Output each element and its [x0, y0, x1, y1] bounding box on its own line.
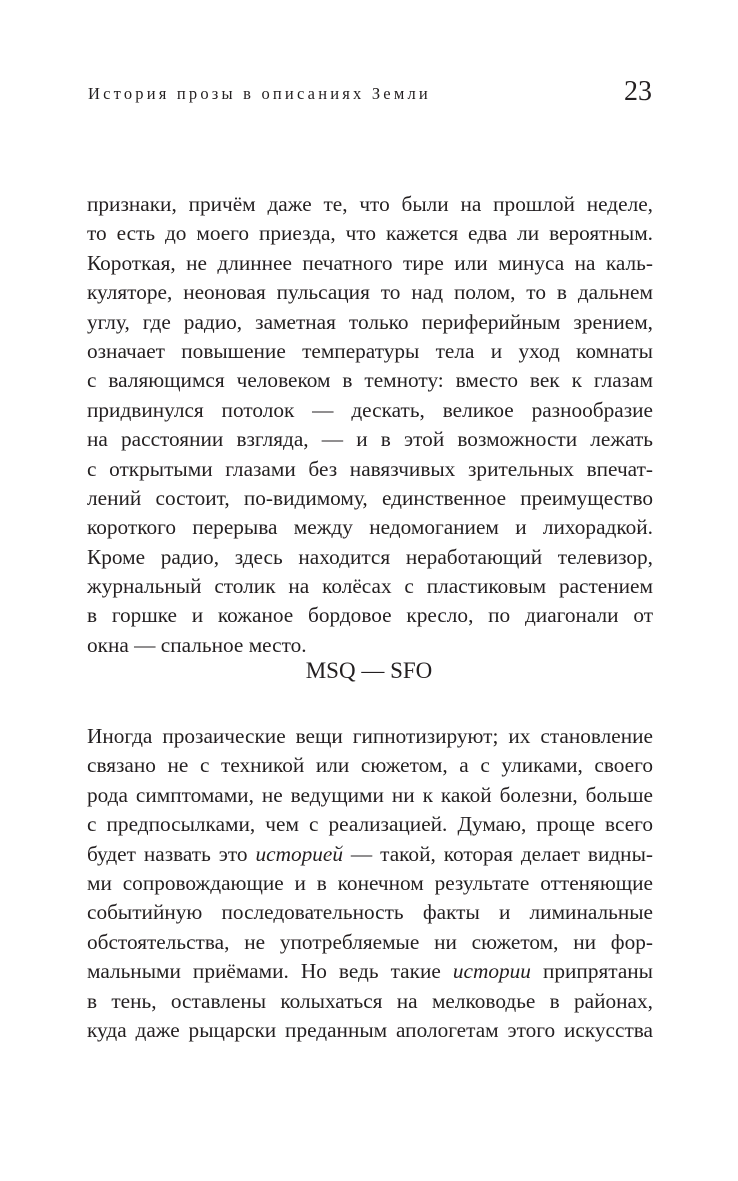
text-line: [87, 455, 653, 484]
text-segment: событийную последовательность факты и лиминальные: [87, 900, 653, 925]
italic-text: историей: [255, 841, 343, 866]
text-segment: короткого перерыва между недомоганием и лихорадкой.: [87, 515, 653, 540]
text-segment: обстоятельства, не употребляемые ни сюжетом, ни фор-: [87, 929, 653, 954]
text-line: [87, 751, 653, 780]
text-line: [87, 601, 653, 630]
text-line: [87, 484, 653, 513]
text-line: [87, 425, 653, 454]
text-line: [87, 810, 653, 839]
text-line: [87, 219, 653, 248]
text-segment: придвинулся потолок — дескать, великое разнообразие: [87, 397, 653, 422]
text-segment: ми сопровождающие и в конечном результате оттеняющие: [87, 870, 653, 895]
text-line: [87, 928, 653, 957]
text-segment: окна — спальное место.: [87, 632, 307, 657]
page-number: 23: [624, 76, 652, 107]
text-line: [87, 781, 653, 810]
text-segment: припрятаны: [530, 959, 653, 984]
text-line: [87, 1016, 653, 1045]
text-line: [87, 190, 653, 219]
text-segment: Иногда прозаические вещи гипнотизируют; их становление: [87, 724, 653, 748]
text-line: [87, 572, 653, 601]
text-segment: будет назвать это: [87, 841, 256, 866]
text-segment: в горшке и кожаное бордовое кресло, по диагонали от: [87, 603, 653, 628]
text-segment: рода симптомами, не ведущими ни к какой болезни, больше: [87, 782, 653, 807]
paragraph: [87, 722, 653, 1045]
text-line: [87, 249, 653, 278]
text-segment: журнальный столик на колёсах с пластиковым растением: [87, 574, 653, 599]
text-line: [87, 987, 653, 1016]
text-segment: в тень, оставлены колыхаться на мелководье в районах,: [87, 988, 653, 1013]
text-segment: связано не с техникой или сюжетом, а с уликами, своего: [87, 753, 653, 778]
text-segment: куда даже рыцарски преданным апологетам этого искусства: [87, 1017, 653, 1042]
text-line: [87, 869, 653, 898]
text-line: [87, 543, 653, 572]
text-segment: то есть до моего приезда, что кажется едва ли вероятным.: [87, 221, 653, 246]
text-segment: Короткая, не длиннее печатного тире или минуса на каль-: [87, 250, 653, 275]
text-segment: мальными приёмами. Но ведь такие: [87, 959, 453, 984]
text-line: [87, 513, 653, 542]
text-line: [87, 957, 653, 986]
text-segment: признаки, причём даже те, что были на прошлой неделе,: [87, 192, 653, 216]
text-line: [87, 366, 653, 395]
text-line: [87, 396, 653, 425]
text-segment: с открытыми глазами без навязчивых зрительных впечат-: [87, 456, 653, 481]
paragraph: [87, 190, 653, 660]
text-segment: означает повышение температуры тела и уход комнаты: [87, 338, 653, 363]
text-line: [87, 840, 653, 869]
text-line: [87, 337, 653, 366]
text-line: [87, 278, 653, 307]
section-heading: MSQ — SFO: [305, 658, 433, 683]
italic-text: истории: [452, 959, 531, 984]
text-line: [87, 722, 653, 751]
running-head: История прозы в описаниях Земли: [88, 84, 431, 103]
text-segment: лений состоит, по-видимому, единственное преимущество: [87, 485, 653, 510]
text-segment: куляторе, неоновая пульсация то над полом, то в дальнем: [87, 280, 653, 305]
text-line: [87, 631, 653, 660]
text-line: [87, 308, 653, 337]
text-segment: на расстоянии взгляда, — и в этой возможности лежать: [87, 427, 653, 452]
text-segment: Кроме радио, здесь находится неработающий телевизор,: [87, 544, 653, 569]
text-segment: с предпосылками, чем с реализацией. Думаю, проще всего: [87, 812, 653, 837]
text-segment: углу, где радио, заметная только периферийным зрением,: [87, 309, 653, 334]
text-segment: — такой, которая делает видны-: [343, 841, 653, 866]
text-line: [87, 898, 653, 927]
text-segment: с валяющимся человеком в темноту: вместо век к глазам: [87, 368, 653, 393]
